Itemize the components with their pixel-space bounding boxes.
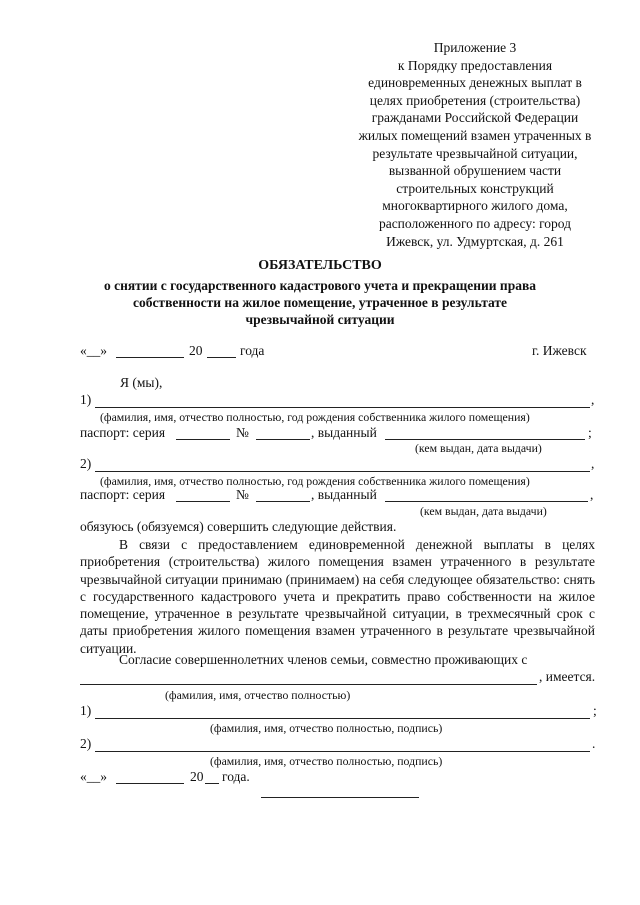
passport-series-2-blank[interactable] [176, 501, 230, 502]
issued-by-1: , выданный [311, 425, 377, 440]
consent-exists: , имеется. [539, 669, 596, 684]
annex-line: гражданами Российской Федерации [371, 110, 579, 126]
family-number-1: 1) [80, 703, 92, 718]
obligation-paragraph: В связи с предоставлением единовременной денежной выплаты в целях приобретения (строительства) жилого помещения взамен утраченного в результате чрезвычайной ситуации принимаю (принимаем) на себя следующее обязательство: снять с государственного кадастрового учета и прекратить право собственности на жилое помещение, утраченное в результате чрезвычайной ситуации, в трехмесячный срок с даты приобретения жилого помещения взамен утраченного в результате чрезвычайной ситуации. [80, 537, 595, 656]
owner-1-caption: (фамилия, имя, отчество полностью, год рождения собственника жилого помещения) [100, 410, 530, 424]
owner-1-comma: , [591, 392, 595, 407]
year-suffix: года [240, 343, 265, 358]
annex-line: единовременных денежных выплат в [368, 75, 582, 91]
footer-year-suffix: года. [222, 769, 250, 784]
issued-caption-1: (кем выдан, дата выдачи) [415, 441, 542, 455]
owner-2-caption: (фамилия, имя, отчество полностью, год рождения собственника жилого помещения) [100, 474, 530, 488]
issued-by-2: , выданный [311, 487, 377, 502]
passport-2-comma: , [590, 487, 594, 502]
consent-text: Согласие совершеннолетних членов семьи, совместно проживающих с [119, 652, 528, 667]
annex-line: строительных конструкций [396, 180, 554, 196]
closing-divider [261, 797, 419, 798]
commitment-statement: обязуюсь (обязуемся) совершить следующие действия. [80, 519, 397, 534]
annex-line: Приложение 3 [433, 40, 517, 55]
passport-series-1-blank[interactable] [176, 439, 230, 440]
owners-intro: Я (мы), [120, 375, 163, 390]
footer-month-blank[interactable] [116, 783, 184, 784]
annex-line: результате чрезвычайной ситуации, [372, 145, 578, 161]
consent-name-blank[interactable] [80, 684, 537, 685]
year-prefix: 20 [189, 343, 203, 358]
family-1-semicolon: ; [593, 703, 597, 718]
family-2-blank[interactable] [95, 751, 590, 752]
footer-year-prefix: 20 [190, 769, 204, 784]
year-blank[interactable] [207, 357, 236, 358]
owner-2-blank[interactable] [95, 471, 590, 472]
annex-line: многоквартирного жилого дома, [382, 198, 568, 214]
document-subtitle-line: собственности на жилое помещение, утраченное в результате [132, 295, 508, 310]
family-1-caption: (фамилия, имя, отчество полностью, подпись) [210, 721, 443, 735]
document-title: ОБЯЗАТЕЛЬСТВО [258, 258, 382, 273]
passport-1-semicolon: ; [588, 425, 592, 440]
issued-by-1-blank[interactable] [385, 439, 585, 440]
annex-line: Ижевск, ул. Удмуртская, д. 261 [386, 233, 564, 249]
document-subtitle-line: о снятии с государственного кадастрового учета и прекращении права [103, 278, 536, 293]
number-sign-1: № [236, 425, 249, 440]
family-number-2: 2) [80, 736, 92, 751]
annex-line: целях приобретения (строительства) [369, 92, 581, 108]
document-subtitle-line: чрезвычайной ситуации [245, 312, 395, 327]
owner-1-blank[interactable] [95, 407, 590, 408]
footer-year-blank[interactable] [205, 783, 219, 784]
consent-name-caption: (фамилия, имя, отчество полностью) [165, 688, 351, 702]
issued-caption-2: (кем выдан, дата выдачи) [420, 504, 547, 518]
issued-by-2-blank[interactable] [385, 501, 588, 502]
passport-number-2-blank[interactable] [256, 501, 310, 502]
annex-line: к Порядку предоставления [397, 57, 553, 73]
owner-2-comma: , [591, 456, 595, 471]
month-blank[interactable] [116, 357, 184, 358]
passport-label-2: паспорт: серия [80, 487, 166, 502]
owner-number-2: 2) [80, 456, 92, 471]
passport-number-1-blank[interactable] [256, 439, 310, 440]
annex-line: жилых помещений взамен утраченных в [358, 128, 592, 143]
annex-line: расположенного по адресу: город [378, 216, 572, 231]
family-1-blank[interactable] [95, 718, 590, 719]
number-sign-2: № [236, 487, 249, 502]
owner-number-1: 1) [80, 392, 92, 407]
family-2-period: . [592, 736, 596, 751]
day-quote: «__» [80, 343, 107, 358]
family-2-caption: (фамилия, имя, отчество полностью, подпись) [210, 754, 443, 768]
annex-line: вызванной обрушением части [388, 163, 562, 179]
passport-label-1: паспорт: серия [80, 425, 166, 440]
footer-day-quote: «__» [80, 769, 107, 784]
city-name: г. Ижевск [532, 343, 587, 358]
